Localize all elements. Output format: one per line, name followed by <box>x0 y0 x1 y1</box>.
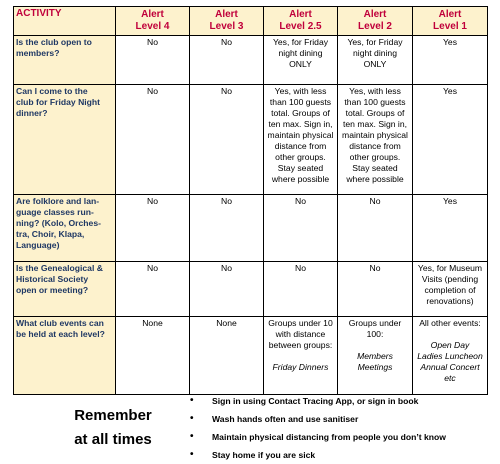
list-item: • Sign in using Contact Tracing App, or sign in book <box>190 392 446 410</box>
table-row <box>14 317 488 395</box>
activity-header: ACTIVITY <box>14 7 116 36</box>
list-item: • Wash hands often and use sanitiser <box>190 410 446 428</box>
list-item: • Stay home if you are sick <box>190 446 446 464</box>
bullet-icon: • <box>190 431 194 442</box>
question-club-events: What club events can be held at each level? <box>14 317 116 395</box>
table-row <box>14 195 488 262</box>
answer-cell: No <box>338 262 413 317</box>
bullet-icon: • <box>190 413 194 424</box>
answer-cell: Groups under 10 with distance between groups: Friday Dinners <box>264 317 338 395</box>
level-2-5-header: Alert Level 2.5 <box>264 7 338 36</box>
level-4-header: Alert Level 4 <box>116 7 190 36</box>
answer-cell: Groups under 100: Members Meetings <box>338 317 413 395</box>
answer-cell: Yes <box>413 36 488 85</box>
level-2-header: Alert Level 2 <box>338 7 413 36</box>
table-row <box>14 262 488 317</box>
answer-cell: Yes <box>413 195 488 262</box>
alert-levels-table <box>13 6 488 395</box>
answer-cell: No <box>264 195 338 262</box>
question-folklore-classes: Are folklore and lan- guage classes run- ning? (Kolo, Orches- tra, Choir, Klapa, Language) <box>14 195 116 262</box>
answer-cell: No <box>116 195 190 262</box>
answer-cell: Yes, for Museum Visits (pending completion of renovations) <box>413 262 488 317</box>
answer-cell: None <box>190 317 264 395</box>
answer-cell: Yes, with less than 100 guests total. Groups of ten max. Sign in, maintain physical distance from other groups. Stay seated where possible <box>338 85 413 195</box>
level-1-header: Alert Level 1 <box>413 7 488 36</box>
answer-cell: Yes <box>413 85 488 195</box>
answer-cell: All other events: Open Day Ladies Luncheon Annual Concert etc <box>413 317 488 395</box>
answer-cell: No <box>264 262 338 317</box>
reminder-title: Remember at all times <box>74 407 152 448</box>
answer-cell: Yes, with less than 100 guests total. Groups of ten max. Sign in, maintain physical distance from other groups. Stay seated where possible <box>264 85 338 195</box>
bullet-icon: • <box>190 395 194 406</box>
answer-cell: Yes, for Friday night dining ONLY <box>264 36 338 85</box>
question-historical-society: Is the Genealogical & Historical Society open or meeting? <box>14 262 116 317</box>
answer-cell: No <box>190 36 264 85</box>
answer-cell: No <box>190 262 264 317</box>
question-club-open: Is the club open to members? <box>14 36 116 85</box>
answer-cell: No <box>116 262 190 317</box>
answer-cell: No <box>116 36 190 85</box>
list-item: • Maintain physical distancing from people you don’t know <box>190 428 446 446</box>
table-header-row <box>14 7 488 36</box>
reminder-section <box>0 392 500 460</box>
answer-cell: No <box>338 195 413 262</box>
answer-cell: Yes, for Friday night dining ONLY <box>338 36 413 85</box>
reminder-tips-list <box>190 392 446 464</box>
level-3-header: Alert Level 3 <box>190 7 264 36</box>
answer-cell: None <box>116 317 190 395</box>
answer-cell: No <box>190 85 264 195</box>
answer-cell: No <box>116 85 190 195</box>
table-row <box>14 85 488 195</box>
answer-cell: No <box>190 195 264 262</box>
question-friday-dinner: Can I come to the club for Friday Night dinner? <box>14 85 116 195</box>
table-row <box>14 36 488 85</box>
bullet-icon: • <box>190 449 194 460</box>
